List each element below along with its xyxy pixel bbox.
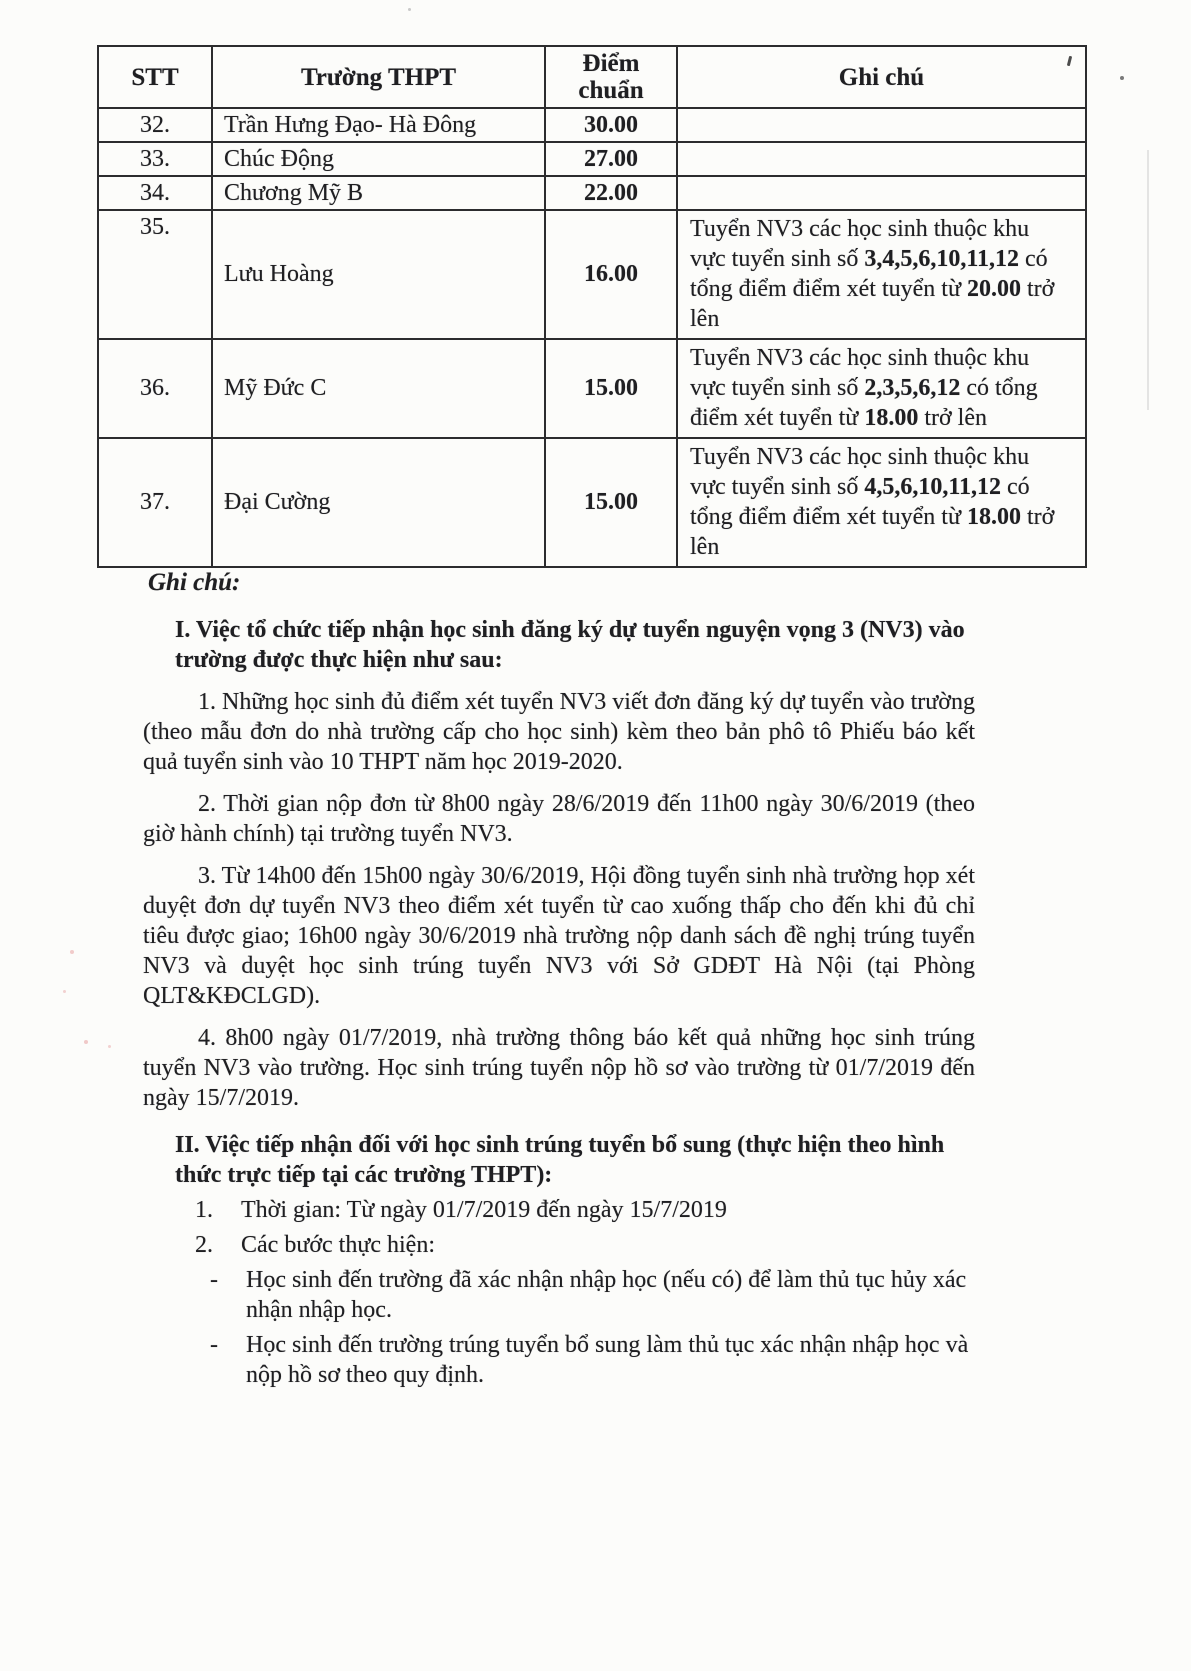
score-cell: 16.00 (545, 210, 677, 339)
dash-list-item (210, 1330, 975, 1390)
school-name-cell: Mỹ Đức C (212, 339, 545, 438)
note-cell (677, 339, 1086, 438)
table-row (98, 339, 1086, 438)
note-text: trở lên (690, 276, 1055, 332)
stt-cell: 37. (98, 438, 212, 567)
notes-label: Ghi chú: (148, 569, 241, 596)
note-text: 3,4,5,6,10,11,12 (864, 246, 1020, 272)
score-cell: 22.00 (545, 176, 677, 210)
note-text: có tổng điểm điểm xét tuyển từ (690, 474, 1030, 530)
score-cell: 15.00 (545, 339, 677, 438)
table-row (98, 142, 1086, 176)
school-name-cell: Chương Mỹ B (212, 176, 545, 210)
note-text: có tổng điểm điểm xét tuyển từ (690, 246, 1048, 302)
score-cell: 27.00 (545, 142, 677, 176)
school-name-cell: Đại Cường (212, 438, 545, 567)
note-text: 4,5,6,10,11,12 (864, 474, 1002, 500)
school-name-cell: Chúc Động (212, 142, 545, 176)
scan-artifact (70, 950, 74, 954)
school-name-cell: Trần Hưng Đạo- Hà Đông (212, 108, 545, 142)
scan-artifact (1120, 76, 1124, 80)
note-text: Tuyển NV3 các học sinh thuộc khu vực tuyển sinh số (690, 444, 1030, 500)
table-body (98, 108, 1086, 567)
stt-cell: 33. (98, 142, 212, 176)
table-header (98, 46, 1086, 108)
stt-cell: 36. (98, 339, 212, 438)
numbered-list-item (195, 1230, 975, 1260)
table-row (98, 438, 1086, 567)
school-name-cell: Lưu Hoàng (212, 210, 545, 339)
table-row (98, 176, 1086, 210)
admission-scores-table (97, 45, 1087, 568)
note-cell (677, 108, 1086, 142)
notes-blocks (143, 615, 975, 1390)
scan-artifact (1147, 150, 1149, 410)
list-marker: - (210, 1332, 218, 1358)
note-text: 2,3,5,6,12 (864, 375, 961, 401)
note-text: 18.00 (864, 405, 919, 431)
note-text: 18.00 (966, 504, 1021, 530)
note-text: Tuyển NV3 các học sinh thuộc khu vực tuyển sinh số (690, 345, 1030, 401)
notes-section (143, 568, 975, 1390)
scan-artifact (63, 990, 66, 993)
dash-list-item (210, 1265, 975, 1325)
numbered-list-item (195, 1195, 975, 1225)
table-row (98, 210, 1086, 339)
score-cell: 30.00 (545, 108, 677, 142)
note-paragraph: 3. Từ 14h00 đến 15h00 ngày 30/6/2019, Hội đồng tuyển sinh nhà trường họp xét duyệt đơn dự tuyển NV3 theo điểm xét tuyển từ cao xuống thấp cho đến khi đủ chỉ tiêu được giao; 16h00 ngày 30/6/2019 nhà trường nộp danh sách đề nghị trúng tuyển NV3 và duyệt học sinh trúng tuyển NV3 với Sở GDĐT Hà Nội (tại Phòng QLT&KĐCLGD). (143, 863, 975, 1009)
list-item-text: Các bước thực hiện: (241, 1232, 435, 1258)
note-paragraph: 1. Những học sinh đủ điểm xét tuyển NV3 viết đơn đăng ký dự tuyển vào trường (theo mẫu đơn do nhà trường cấp cho học sinh) kèm theo bản phô tô Phiếu báo kết quả tuyển sinh vào 10 THPT năm học 2019-2020. (143, 689, 975, 775)
note-heading: II. Việc tiếp nhận đối với học sinh trúng tuyển bổ sung (thực hiện theo hình thức trực tiếp tại các trường THPT): (175, 1132, 945, 1188)
note-heading: I. Việc tổ chức tiếp nhận học sinh đăng ký dự tuyển nguyện vọng 3 (NV3) vào trường được thực hiện như sau: (175, 617, 965, 673)
note-cell (677, 438, 1086, 567)
note-text: trở lên (690, 504, 1055, 560)
table-row (98, 108, 1086, 142)
header-score: Điểm chuẩn (545, 46, 677, 108)
note-cell (677, 210, 1086, 339)
scan-artifact (408, 8, 411, 11)
scan-artifact (84, 1040, 88, 1044)
scan-artifact (108, 1045, 111, 1048)
list-marker: 2. (195, 1232, 213, 1258)
note-text: trở lên (918, 405, 987, 431)
list-item-text: Học sinh đến trường đã xác nhận nhập học (nếu có) để làm thủ tục hủy xác nhận nhập học. (246, 1267, 967, 1323)
header-school: Trường THPT (212, 46, 545, 108)
note-paragraph: 2. Thời gian nộp đơn từ 8h00 ngày 28/6/2019 đến 11h00 ngày 30/6/2019 (theo giờ hành chính) tại trường tuyển NV3. (143, 791, 975, 847)
note-text: 20.00 (966, 276, 1021, 302)
note-text: Tuyển NV3 các học sinh thuộc khu vực tuyển sinh số (690, 216, 1030, 272)
list-marker: 1. (195, 1197, 213, 1223)
note-text: có tổng điểm xét tuyển từ (690, 375, 1038, 431)
list-item-text: Thời gian: Từ ngày 01/7/2019 đến ngày 15/7/2019 (241, 1197, 727, 1223)
stt-cell: 32. (98, 108, 212, 142)
list-item-text: Học sinh đến trường trúng tuyển bổ sung làm thủ tục xác nhận nhập học và nộp hồ sơ theo quy định. (246, 1332, 969, 1388)
header-stt: STT (98, 46, 212, 108)
list-marker: - (210, 1267, 218, 1293)
note-cell (677, 142, 1086, 176)
note-paragraph: 4. 8h00 ngày 01/7/2019, nhà trường thông báo kết quả những học sinh trúng tuyển NV3 vào trường. Học sinh trúng tuyển nộp hồ sơ vào trường từ 01/7/2019 đến ngày 15/7/2019. (143, 1025, 975, 1111)
note-cell (677, 176, 1086, 210)
stt-cell: 35. (98, 210, 212, 339)
table-header-row (98, 46, 1086, 108)
score-cell: 15.00 (545, 438, 677, 567)
header-note: Ghi chú (677, 46, 1086, 108)
stt-cell: 34. (98, 176, 212, 210)
